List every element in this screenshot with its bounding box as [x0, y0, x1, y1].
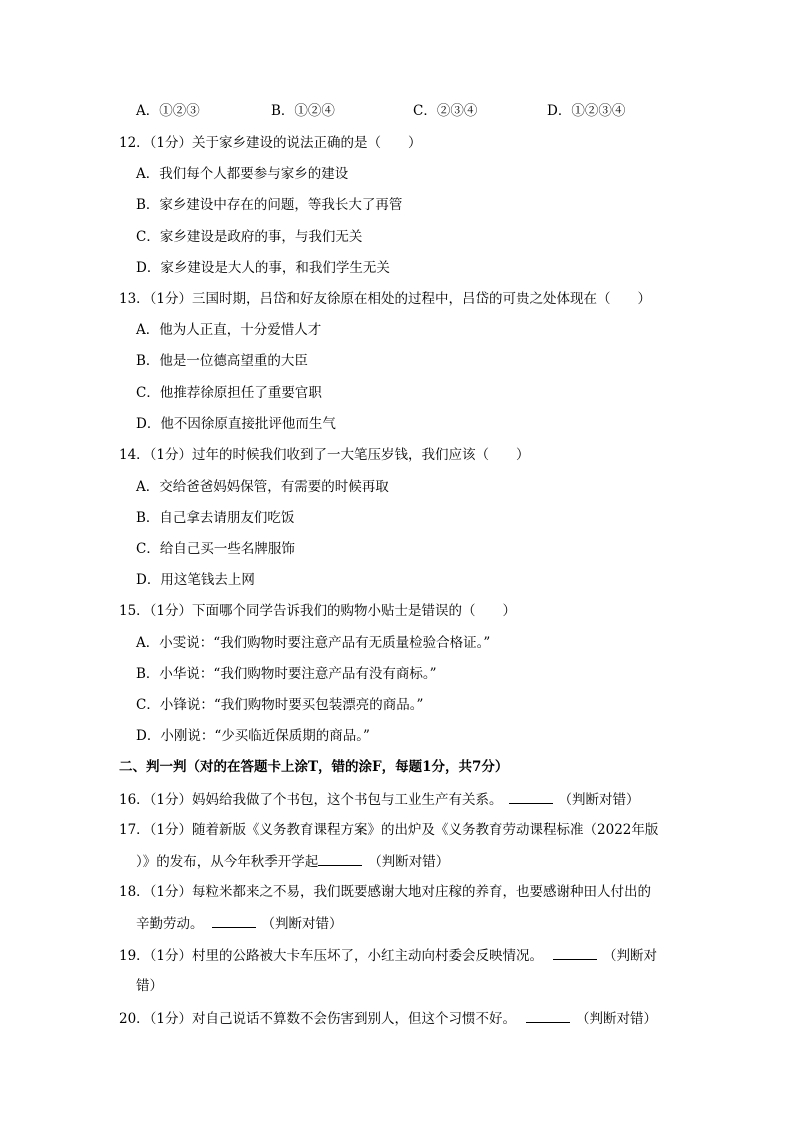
q17-line-1: 17．（1分）随着新版《义务教育课程方案》的出炉及《义务教育劳动课程标准（2022年版 [119, 822, 659, 838]
section-2-title: 二、判一判（对的在答题卡上涂T，错的涂F，每题1分，共7分） [119, 759, 509, 775]
q13-option-a: A．他为人正直，十分爱惜人才 [136, 322, 322, 338]
q18-suffix: （判断对错） [261, 916, 343, 932]
q12-stem: 12．（1分）关于家乡建设的说法正确的是（ ） [119, 135, 422, 151]
q19-suffix: （判断对 [603, 948, 658, 964]
q17-suffix: （判断对错） [368, 854, 450, 870]
q15-stem: 15．（1分）下面哪个同学告诉我们的购物小贴士是错误的（ ） [119, 603, 517, 619]
q11-option-a: A．①②③ [136, 103, 200, 119]
q13-option-c: C．他推荐徐原担任了重要官职 [136, 385, 322, 401]
q19-text: 19．（1分）村里的公路被大卡车压坏了，小红主动向村委会反映情况。 [119, 948, 544, 964]
q13-stem: 13．（1分）三国时期，吕岱和好友徐原在相处的过程中，吕岱的可贵之处体现在（ ） [119, 291, 652, 307]
q15-option-c: C．小锋说：“我们购物时要买包装漂亮的商品。” [136, 697, 424, 713]
q15-option-b: B．小华说：“我们购物时要注意产品有没有商标。” [136, 666, 437, 682]
q20 [119, 1008, 657, 1029]
q11-option-c: C．②③④ [413, 103, 478, 119]
q13-option-d: D．他不因徐原直接批评他而生气 [136, 416, 336, 432]
q19-answer-blank[interactable] [553, 945, 597, 960]
q15-option-d: D．小刚说：“少买临近保质期的商品。” [136, 728, 370, 744]
q18-text: 辛勤劳动。 [136, 916, 204, 932]
q16 [119, 789, 640, 810]
q12-option-d: D．家乡建设是大人的事，和我们学生无关 [136, 260, 390, 276]
q16-text: 16．（1分）妈妈给我做了个书包，这个书包与工业生产有关系。 [119, 792, 503, 808]
q14-option-a: A．交给爸爸妈妈保管，有需要的时候再取 [136, 479, 389, 495]
q12-option-b: B．家乡建设中存在的问题，等我长大了再管 [136, 197, 403, 213]
q14-option-b: B．自己拿去请朋友们吃饭 [136, 510, 295, 526]
q20-answer-blank[interactable] [526, 1008, 570, 1023]
q17-line-2 [136, 851, 449, 872]
q20-suffix: （判断对错） [576, 1011, 658, 1027]
q17-answer-blank[interactable] [318, 851, 362, 866]
q18-line-2 [136, 913, 343, 934]
q11-options [0, 101, 794, 121]
q11-option-b: B．①②④ [271, 103, 335, 119]
q18-answer-blank[interactable] [212, 913, 256, 928]
q11-option-d: D．①②③④ [547, 103, 626, 119]
q16-answer-blank[interactable] [509, 789, 553, 804]
q12-option-c: C．家乡建设是政府的事，与我们无关 [136, 229, 363, 245]
q14-option-c: C．给自己买一些名牌服饰 [136, 541, 295, 557]
q20-text: 20．（1分）对自己说话不算数不会伤害到别人，但这个习惯不好。 [119, 1011, 517, 1027]
q13-option-b: B．他是一位德高望重的大臣 [136, 353, 308, 369]
q16-suffix: （判断对错） [558, 792, 640, 808]
q12-option-a: A．我们每个人都要参与家乡的建设 [136, 166, 349, 182]
q14-option-d: D．用这笔钱去上网 [136, 572, 255, 588]
q14-stem: 14．（1分）过年的时候我们收到了一大笔压岁钱，我们应该（ ） [119, 447, 530, 463]
q19-line-1 [119, 945, 657, 966]
q18-line-1: 18．（1分）每粒米都来之不易，我们既要感谢大地对庄稼的养育，也要感谢种田人付出的 [119, 884, 652, 900]
q15-option-a: A．小雯说：“我们购物时要注意产品有无质量检验合格证。” [136, 635, 491, 651]
q19-line-2: 错） [136, 978, 163, 994]
q17-text: ）》的发布，从今年秋季开学起 [136, 854, 319, 870]
